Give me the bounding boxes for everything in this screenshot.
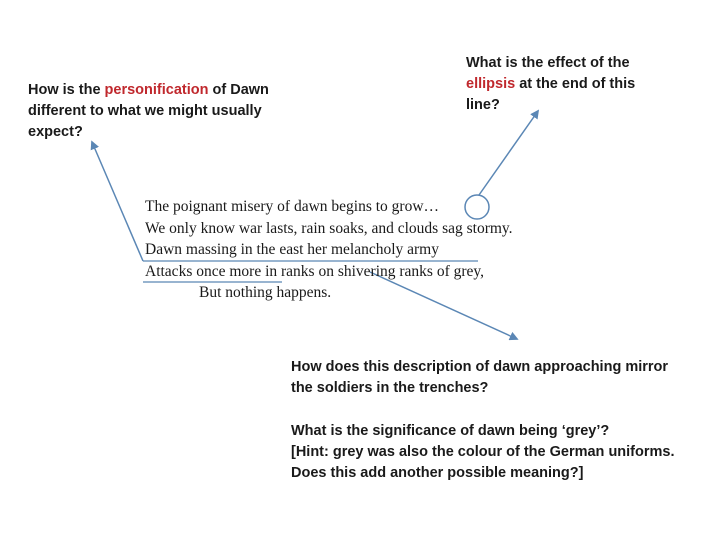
poem-extract bbox=[145, 196, 605, 304]
ellipsis-question-before: What is the effect of the bbox=[466, 55, 630, 71]
grey-hint: [Hint: grey was also the colour of the German uniforms. Does this add another possible meaning?] bbox=[291, 444, 675, 481]
ellipsis-question-after: at the end of this line? bbox=[466, 76, 636, 113]
grey-question-line: What is the significance of dawn being ‘grey’? bbox=[291, 423, 610, 439]
personification-question-before: How is the bbox=[28, 82, 105, 98]
poem-line-1: The poignant misery of dawn begins to grow… bbox=[145, 198, 440, 215]
dawn-mirror-question: How does this description of dawn approaching mirror the soldiers in the trenches? bbox=[291, 359, 669, 396]
personification-question bbox=[28, 80, 318, 143]
arrow-to-ellipsis bbox=[479, 111, 538, 195]
ellipsis-question bbox=[466, 53, 666, 116]
personification-keyword: personification bbox=[104, 82, 209, 98]
grey-significance-question bbox=[291, 421, 701, 484]
poem-line-3: Dawn massing in the east her melancholy army bbox=[145, 241, 439, 258]
ellipsis-keyword: ellipsis bbox=[466, 76, 516, 92]
poem-line-2: We only know war lasts, rain soaks, and clouds sag stormy. bbox=[145, 219, 513, 237]
arrow-to-personification bbox=[92, 142, 143, 261]
personification-question-after: of Dawn different to what we might usually expect? bbox=[28, 82, 269, 140]
poem-line-5: But nothing happens. bbox=[199, 284, 332, 301]
poem-line-4: Attacks once more in ranks on shivering ranks of grey, bbox=[145, 262, 485, 280]
